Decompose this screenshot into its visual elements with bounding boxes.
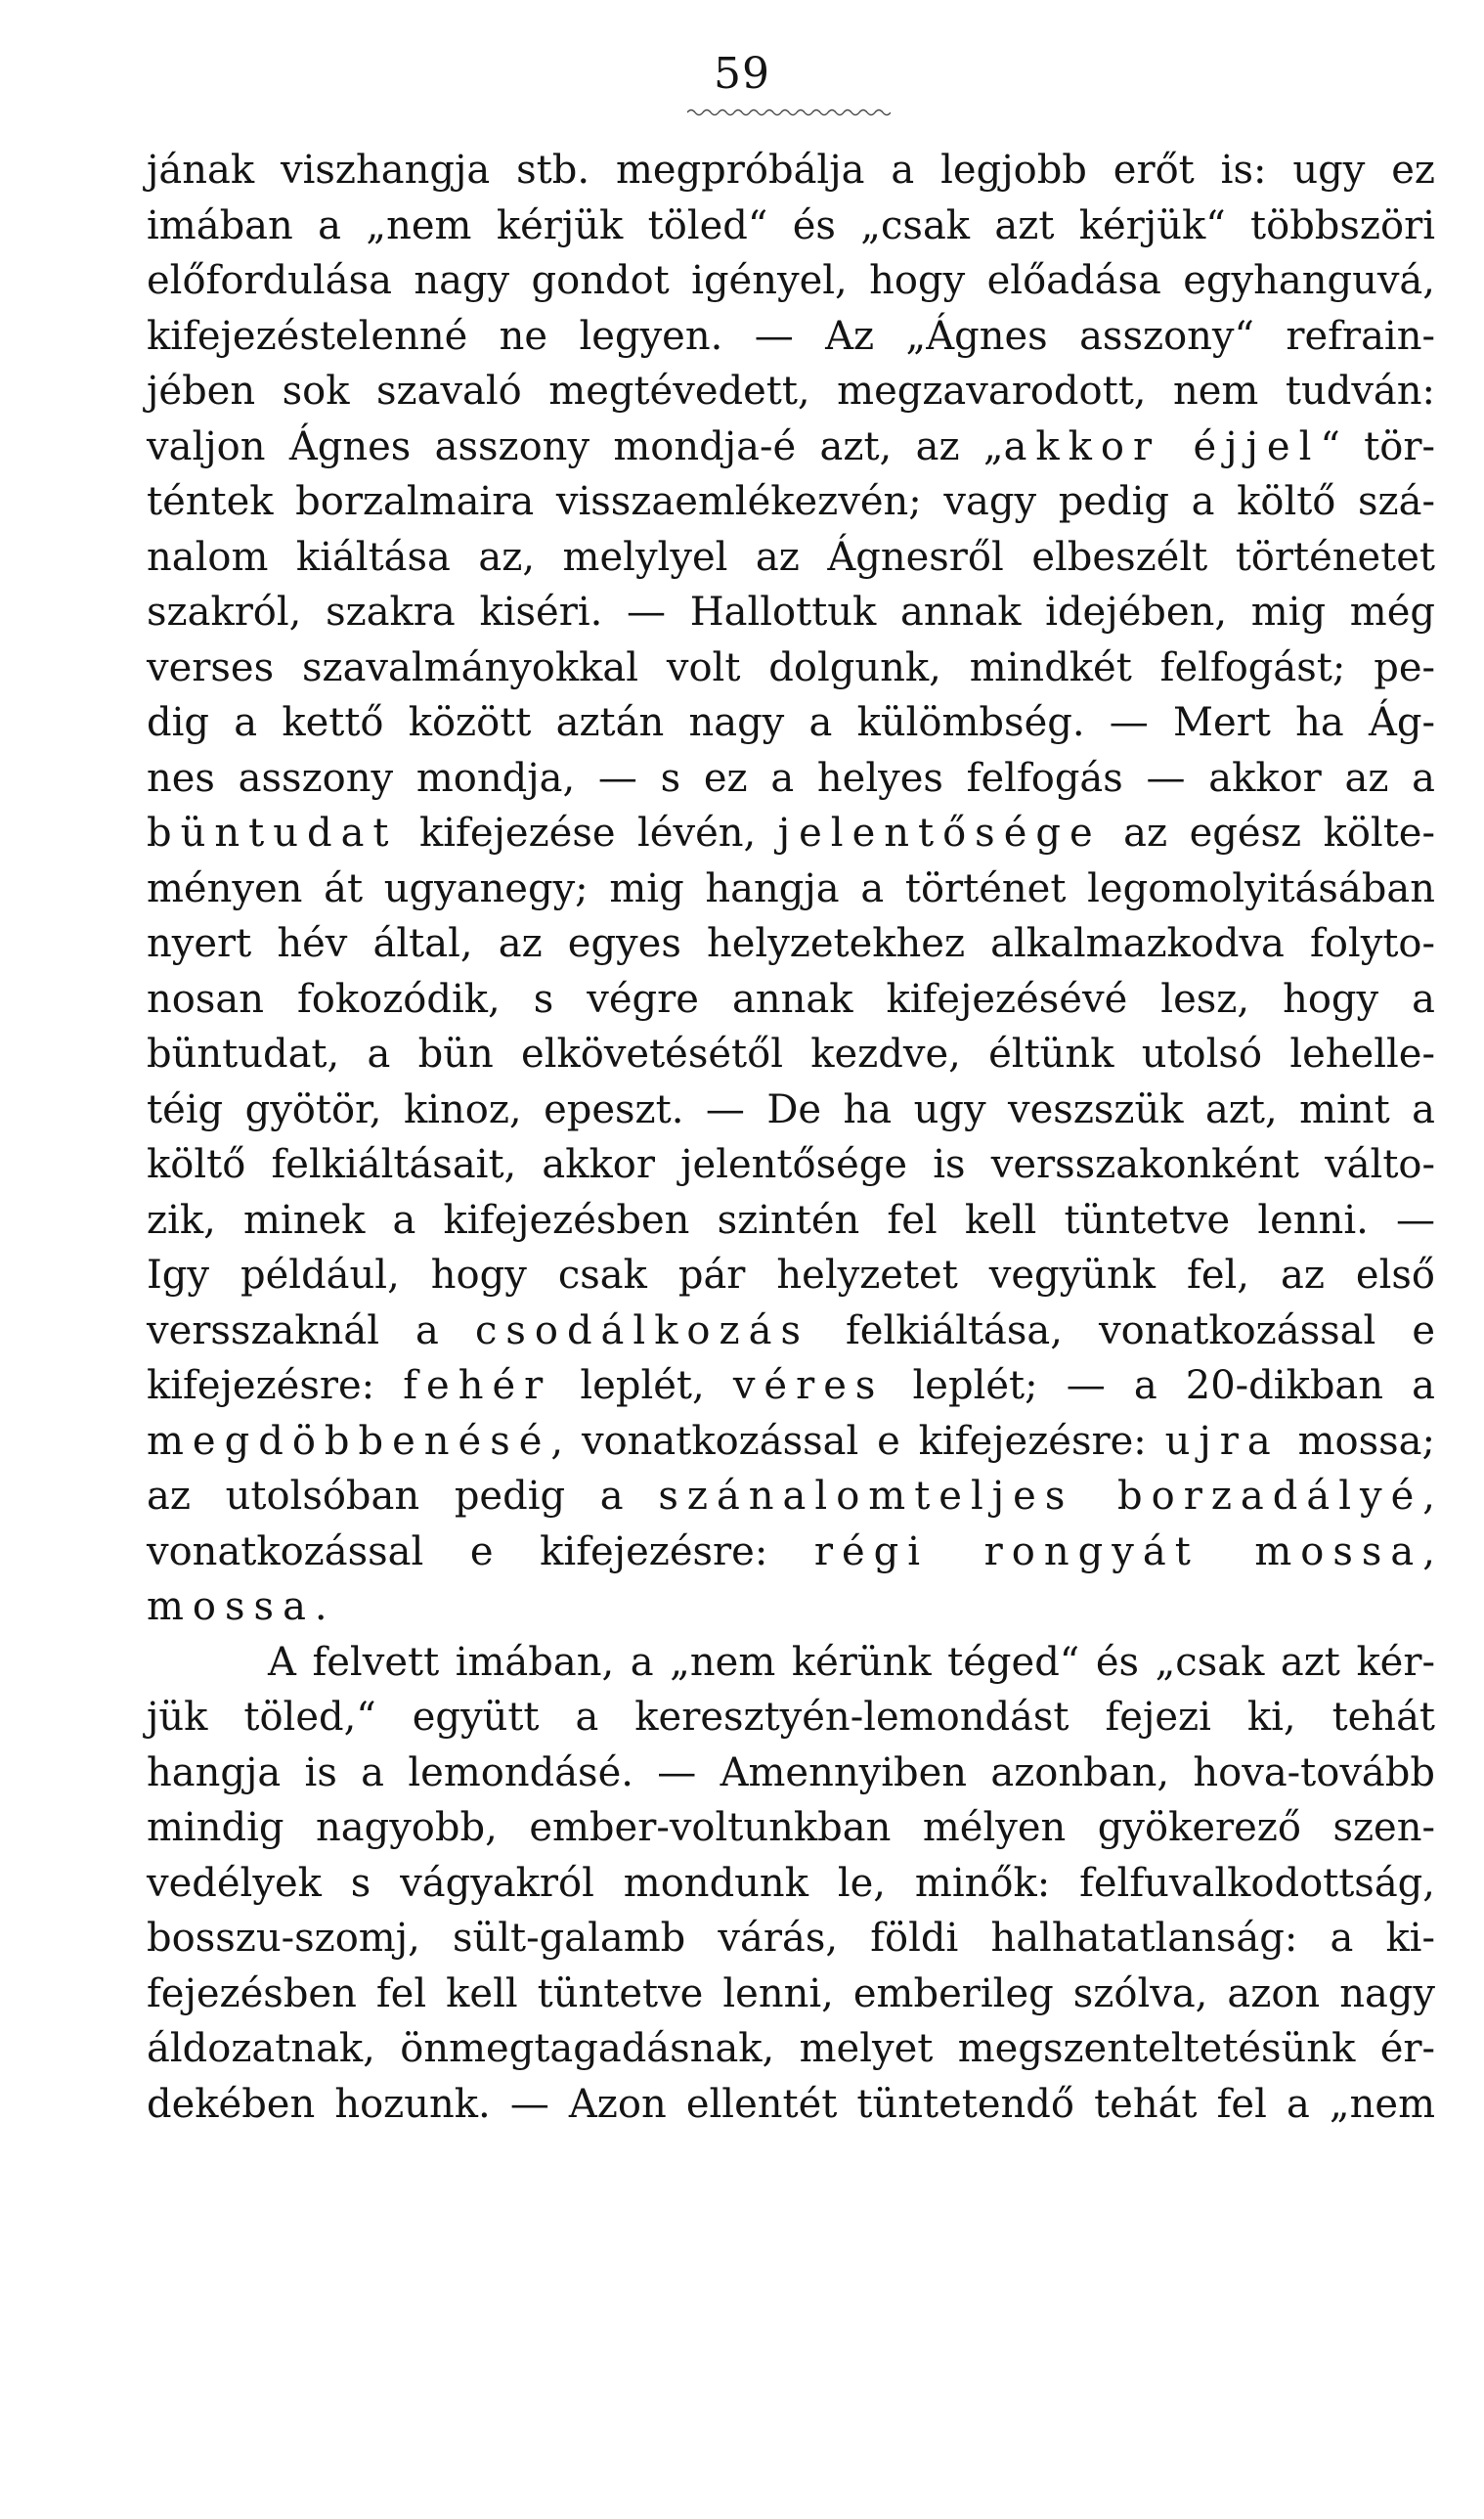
text-line <box>147 253 1435 309</box>
text-line <box>147 474 1435 530</box>
spaced-emphasis-text: véres <box>732 1363 885 1408</box>
text-segment: imában a „nem kérjük töled“ és „csak azt kérjük“ többszöri <box>147 202 1435 248</box>
text-segment: . <box>314 1584 327 1629</box>
text-segment: “ tör- <box>1320 423 1435 469</box>
text-line <box>147 1690 1435 1746</box>
text-segment: verses szavalmányokkal volt dolgunk, mindkét felfogást; pe- <box>147 644 1435 690</box>
text-segment: , <box>1422 1528 1435 1574</box>
text-line <box>147 420 1435 475</box>
text-line <box>147 1856 1435 1912</box>
text-segment: bosszu-szomj, sült-galamb várás, földi halhatatlanság: a ki- <box>147 1916 1435 1961</box>
text-line <box>147 1579 1435 1635</box>
text-line <box>147 916 1435 972</box>
spaced-emphasis-text: büntudat <box>147 811 398 856</box>
text-line <box>147 585 1435 641</box>
text-segment: költő felkiáltásait, akkor jelentősége is versszakonként válto- <box>147 1142 1435 1187</box>
text-segment: előfordulása nagy gondot igényel, hogy előadása egyhanguvá, <box>147 258 1435 303</box>
text-segment: mindig nagyobb, ember-voltunkban mélyen gyökerező szen- <box>147 1805 1435 1850</box>
text-line <box>147 1304 1435 1359</box>
text-line <box>147 695 1435 751</box>
text-line <box>147 1911 1435 1967</box>
text-line <box>147 1137 1435 1193</box>
text-segment: versszaknál a <box>147 1307 475 1353</box>
text-segment: téig gyötör, kinoz, epeszt. — De ha ugy veszszük azt, mint a <box>147 1086 1435 1132</box>
text-segment: kifejezéstelenné ne legyen. — Az „Ágnes asszony“ refrain- <box>147 313 1435 359</box>
text-line <box>147 2021 1435 2077</box>
text-segment: Igy például, hogy csak pár helyzetet vegyünk fel, az első <box>147 1253 1435 1298</box>
spaced-emphasis-text: régi rongyát mossa <box>813 1528 1423 1574</box>
text-line <box>147 1967 1435 2022</box>
body-text <box>147 143 1435 2132</box>
spaced-emphasis-text: mossa <box>147 1584 315 1629</box>
text-line <box>147 972 1435 1028</box>
text-segment: jük töled,“ együtt a keresztyén-lemondást fejezi ki, tehát <box>147 1695 1435 1740</box>
text-line <box>147 199 1435 254</box>
text-segment: az egész költe- <box>1101 811 1435 856</box>
text-segment: dekében hozunk. — Azon ellentét tüntetendő tehát fel a „nem <box>147 2081 1435 2127</box>
spaced-emphasis-text: fehér <box>403 1363 552 1408</box>
spaced-emphasis-text: csodálkozás <box>474 1307 809 1353</box>
text-segment: fejezésben fel kell tüntetve lenni, emberileg szólva, azon nagy <box>147 1970 1435 2016</box>
text-line <box>147 806 1435 862</box>
text-segment: nalom kiáltása az, melylyel az Ágnesről elbeszélt történetet <box>147 534 1435 580</box>
text-segment: , vonatkozással e kifejezésre: <box>550 1418 1165 1464</box>
text-segment: zik, minek a kifejezésben szintén fel kell tüntetve lenni. — <box>147 1197 1435 1243</box>
text-line <box>147 1800 1435 1856</box>
text-line <box>147 1027 1435 1083</box>
text-line <box>147 1083 1435 1138</box>
text-segment: vonatkozással e kifejezésre: <box>147 1528 814 1574</box>
text-segment: az utolsóban pedig a <box>147 1474 659 1519</box>
text-segment: nes asszony mondja, — s ez a helyes felfogás — akkor az a <box>147 755 1435 801</box>
text-line <box>147 1469 1435 1525</box>
text-line <box>147 364 1435 420</box>
spaced-emphasis-text: megdöbbenésé <box>147 1418 551 1464</box>
text-segment: téntek borzalmaira visszaemlékezvén; vagy pedig a költő szá- <box>147 479 1435 524</box>
page-number-ornament <box>687 106 891 119</box>
text-segment: büntudat, a bün elkövetésétől kezdve, éltünk utolsó lehelle- <box>147 1032 1435 1077</box>
spaced-emphasis-text: ujra <box>1164 1418 1280 1464</box>
text-segment: valjon Ágnes asszony mondja-é azt, az „ <box>147 423 1004 469</box>
text-line <box>147 1525 1435 1580</box>
text-line <box>147 1248 1435 1304</box>
text-segment: nosan fokozódik, s végre annak kifejezésévé lesz, hogy a <box>147 976 1435 1022</box>
text-line <box>147 530 1435 586</box>
text-line <box>147 143 1435 199</box>
text-segment: kifejezésre: <box>147 1363 404 1408</box>
text-segment: jében sok szavaló megtévedett, megzavarodott, nem tudván: <box>147 369 1435 414</box>
text-segment: áldozatnak, önmegtagadásnak, melyet megszenteltetésünk ér- <box>147 2026 1435 2071</box>
text-segment: felkiáltása, vonatkozással e <box>808 1307 1435 1353</box>
text-segment: mossa; <box>1279 1418 1436 1464</box>
text-segment: leplét; — a 20-dikban a <box>884 1363 1435 1408</box>
text-segment: dig a kettő között aztán nagy a külömbség. — Mert ha Ág- <box>147 700 1435 745</box>
spaced-emphasis-text: akkor éjjel <box>1003 423 1321 469</box>
text-line <box>147 751 1435 807</box>
text-line <box>147 1635 1435 1691</box>
text-segment: , <box>1422 1474 1435 1519</box>
text-segment: A felvett imában, a „nem kérünk téged“ és „csak azt kér- <box>268 1639 1435 1685</box>
text-line <box>147 1193 1435 1249</box>
text-line <box>147 1414 1435 1470</box>
text-line <box>147 309 1435 365</box>
text-line <box>147 1746 1435 1801</box>
page-number: 59 <box>714 49 770 99</box>
text-line <box>147 862 1435 917</box>
text-segment: hangja is a lemondásé. — Amennyiben azonban, hova-tovább <box>147 1749 1435 1795</box>
text-segment: vedélyek s vágyakról mondunk le, minők: felfuvalkodottság, <box>147 1860 1435 1906</box>
text-segment: ményen át ugyanegy; mig hangja a történet legomolyitásában <box>147 865 1435 911</box>
text-segment: kifejezése lévén, <box>397 811 778 856</box>
spaced-emphasis-text: szánalomteljes borzadályé <box>658 1474 1423 1519</box>
text-segment: jának viszhangja stb. megpróbálja a legjobb erőt is: ugy ez <box>147 148 1435 193</box>
text-line <box>147 641 1435 696</box>
text-segment: leplét, <box>551 1363 733 1408</box>
text-line <box>147 1358 1435 1414</box>
spaced-emphasis-text: jelentősége <box>777 811 1102 856</box>
text-line <box>147 2077 1435 2133</box>
text-segment: nyert hév által, az egyes helyzetekhez alkalmazkodva folyto- <box>147 921 1435 966</box>
text-segment: szakról, szakra kiséri. — Hallottuk annak idejében, mig még <box>147 590 1435 635</box>
